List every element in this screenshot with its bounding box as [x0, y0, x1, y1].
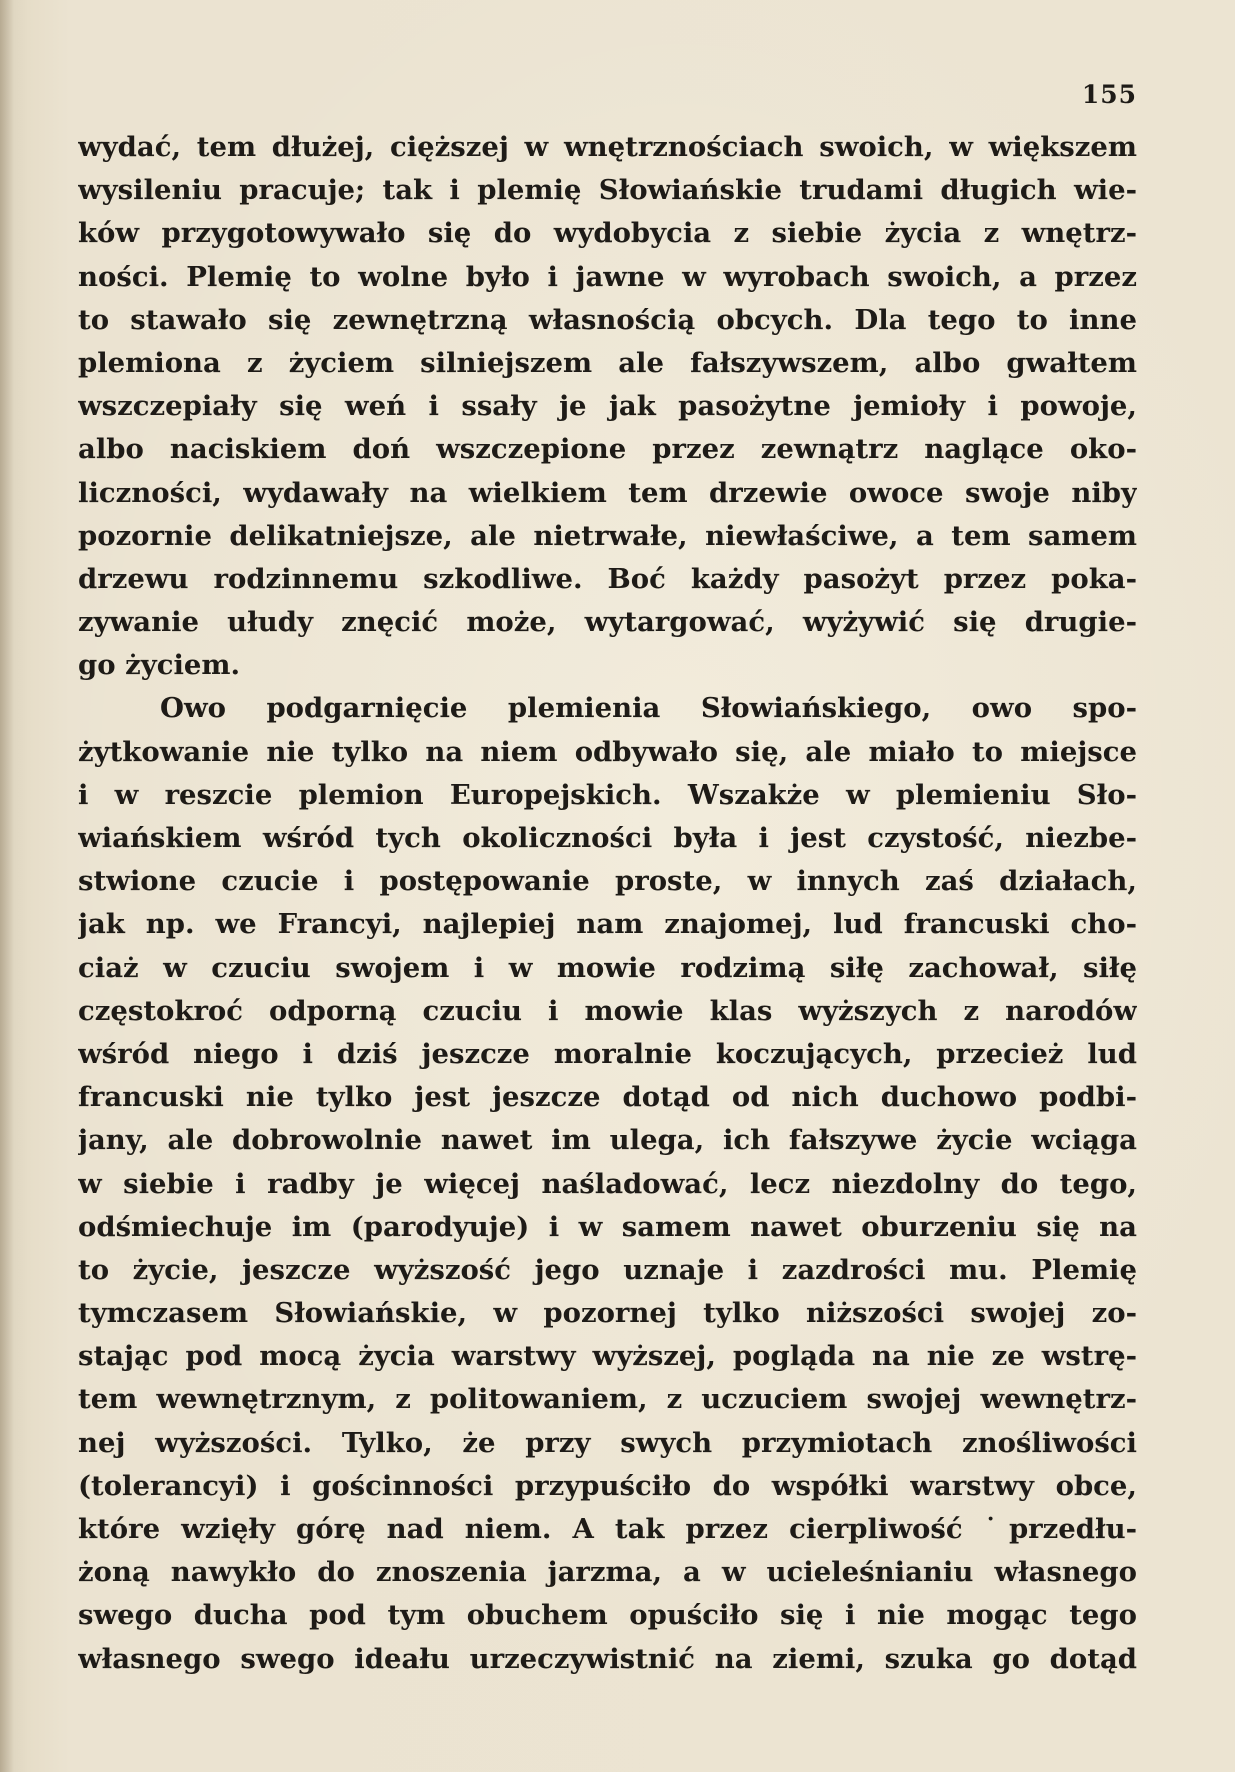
text-line: jany, ale dobrowolnie nawet im ulega, ich fałszywe życie wciąga	[78, 1124, 1137, 1157]
text-line: stwione czucie i postępowanie proste, w innych zaś działach,	[78, 865, 1137, 898]
text-line: (tolerancyi) i gościnności przypuściło do współki warstwy obce,	[78, 1469, 1137, 1502]
text-line: zywanie ułudy znęcić może, wytargować, wyżywić się drugie-	[78, 606, 1137, 639]
text-line: drzewu rodzinnemu szkodliwe. Boć każdy pasożyt przez poka-	[78, 562, 1137, 595]
text-line: żytkowanie nie tylko na niem odbywało się, ale miało to miejsce	[78, 735, 1137, 768]
binding-shadow	[0, 0, 14, 1772]
text-line: wysileniu pracuje; tak i plemię Słowiańskie trudami długich wie-	[78, 174, 1137, 207]
text-line: wiańskiem wśród tych okoliczności była i jest czystość, niezbe-	[78, 822, 1137, 854]
text-line: stając pod mocą życia warstwy wyższej, pogląda na nie ze wstrę-	[78, 1340, 1137, 1373]
body-text	[78, 126, 1137, 1681]
text-line: to życie, jeszcze wyższość jego uznaje i zazdrości mu. Plemię	[78, 1253, 1137, 1286]
text-line: odśmiechuje im (parodyuje) i w samem nawet oburzeniu się na	[78, 1210, 1137, 1243]
paragraph-start-line: Owo podgarnięcie plemienia Słowiańskiego, owo spo-	[160, 692, 1137, 725]
text-line: ków przygotowywało się do wydobycia z siebie życia z wnętrz-	[78, 217, 1137, 250]
text-line: które wzięły górę nad niem. A tak przez cierpliwość ˙przedłu-	[78, 1513, 1137, 1545]
text-line: wydać, tem dłużej, cięższej w wnętrznościach swoich, w większem	[78, 131, 1137, 163]
text-line: liczności, wydawały na wielkiem tem drzewie owoce swoje niby	[78, 476, 1137, 509]
text-line: wśród niego i dziś jeszcze moralnie koczujących, przecież lud	[78, 1037, 1137, 1070]
paragraph-end-line: go życiem.	[78, 649, 241, 682]
text-line: w siebie i radby je więcej naśladować, lecz niezdolny do tego,	[78, 1167, 1137, 1200]
text-line: pozornie delikatniejsze, ale nietrwałe, niewłaściwe, a tem samem	[78, 519, 1137, 552]
text-line: swego ducha pod tym obuchem opuściło się i nie mogąc tego	[78, 1599, 1137, 1632]
text-line: albo naciskiem doń wszczepione przez zewnątrz naglące oko-	[78, 433, 1137, 466]
text-line: francuski nie tylko jest jeszcze dotąd od nich duchowo podbi-	[78, 1081, 1137, 1114]
text-line: ności. Plemię to wolne było i jawne w wyrobach swoich, a przez	[78, 260, 1137, 293]
text-line: to stawało się zewnętrzną własnością obcych. Dla tego to inne	[78, 303, 1137, 336]
text-line: ciaż w czuciu swojem i w mowie rodzimą siłę zachował, siłę	[78, 951, 1137, 984]
text-line: tem wewnętrznym, z politowaniem, z uczuciem swojej wewnętrz-	[78, 1383, 1137, 1416]
text-line: własnego swego ideału urzeczywistnić na ziemi, szuka go dotąd	[78, 1642, 1137, 1675]
text-line: i w reszcie plemion Europejskich. Wszakże w plemieniu Sło-	[78, 778, 1137, 811]
text-line: częstokroć odporną czuciu i mowie klas wyższych z narodów	[78, 994, 1137, 1027]
text-line: plemiona z życiem silniejszem ale fałszywszem, albo gwałtem	[78, 346, 1137, 379]
text-line: żoną nawykło do znoszenia jarzma, a w ucieleśnianiu własnego	[78, 1556, 1137, 1589]
text-line: jak np. we Francyi, najlepiej nam znajomej, lud francuski cho-	[78, 908, 1137, 941]
page-number: 155	[1081, 80, 1137, 109]
text-line: tymczasem Słowiańskie, w pozornej tylko niższości swojej zo-	[78, 1297, 1137, 1330]
text-line: wszczepiały się weń i ssały je jak pasożytne jemioły i powoje,	[78, 390, 1137, 423]
text-line: nej wyższości. Tylko, że przy swych przymiotach znośliwości	[78, 1426, 1137, 1459]
